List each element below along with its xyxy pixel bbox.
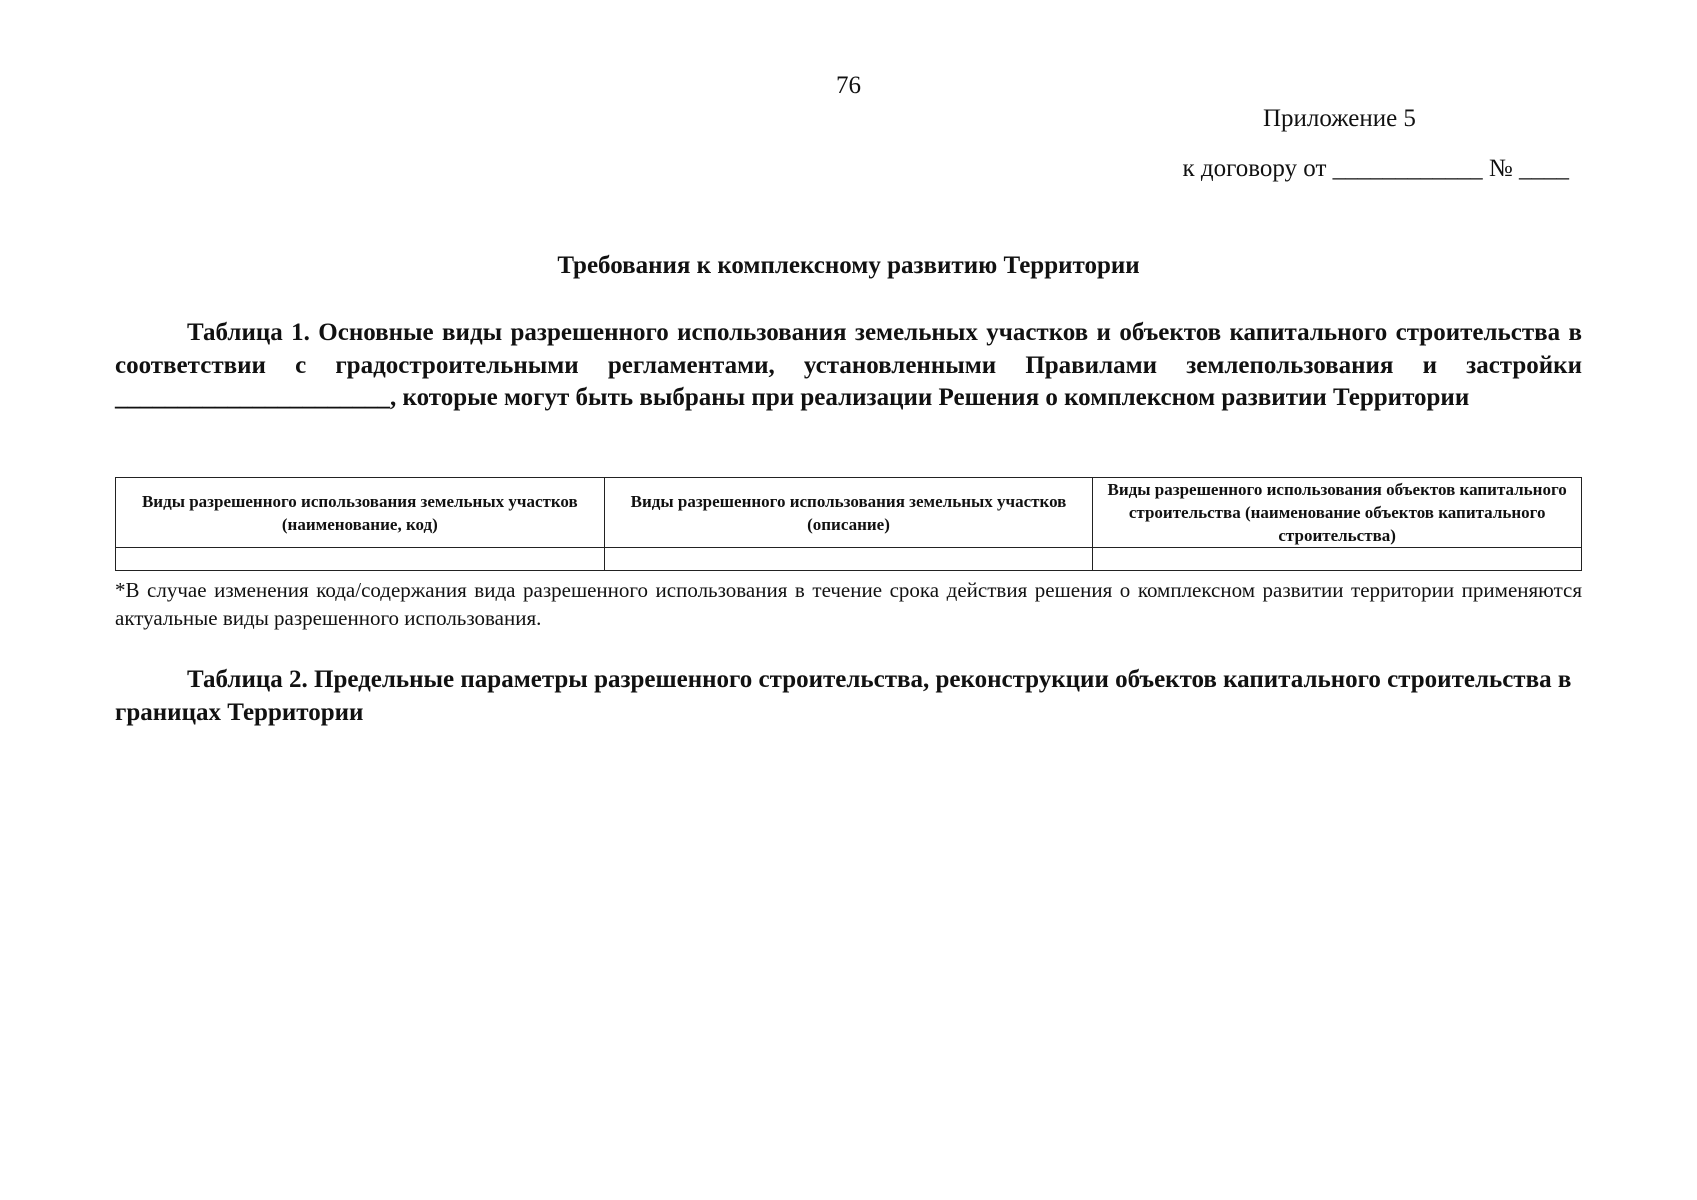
column-header-land-use-description: Виды разрешенного использования земельных участков (описание) [604,478,1093,548]
page-number: 76 [836,72,861,99]
column-header-land-use-name-code: Виды разрешенного использования земельных участков (наименование, код) [116,478,605,548]
document-title: Требования к комплексному развитию Территории [557,252,1140,279]
permitted-use-table [115,477,1582,571]
table1-heading: Таблица 1. Основные виды разрешенного использования земельных участков и объектов капитального строительства в соответствии с градостроительными регламентами, установленными Правилами землепользования и застройки ______________________, которые могут быть выбраны при реализации Решения о комплексном развитии Территории [115,319,1582,411]
table-cell [116,548,605,571]
table-cell [604,548,1093,571]
appendix-label: Приложение 5 [1263,105,1416,132]
table1-footnote: *В случае изменения кода/содержания вида разрешенного использования в течение срока действия решения о комплексном развитии территории применяются актуальные виды разрешенного использования. [115,578,1582,630]
table2-heading: Таблица 2. Предельные параметры разрешенного строительства, реконструкции объектов капитального строительства в границах Территории [115,666,1572,726]
table-row [116,548,1582,571]
table-cell [1093,548,1582,571]
contract-reference: к договору от ____________ № ____ [1182,155,1569,182]
column-header-capital-construction-use: Виды разрешенного использования объектов капитального строительства (наименование объектов капитального строительства) [1093,478,1582,548]
table-header-row [116,478,1582,548]
